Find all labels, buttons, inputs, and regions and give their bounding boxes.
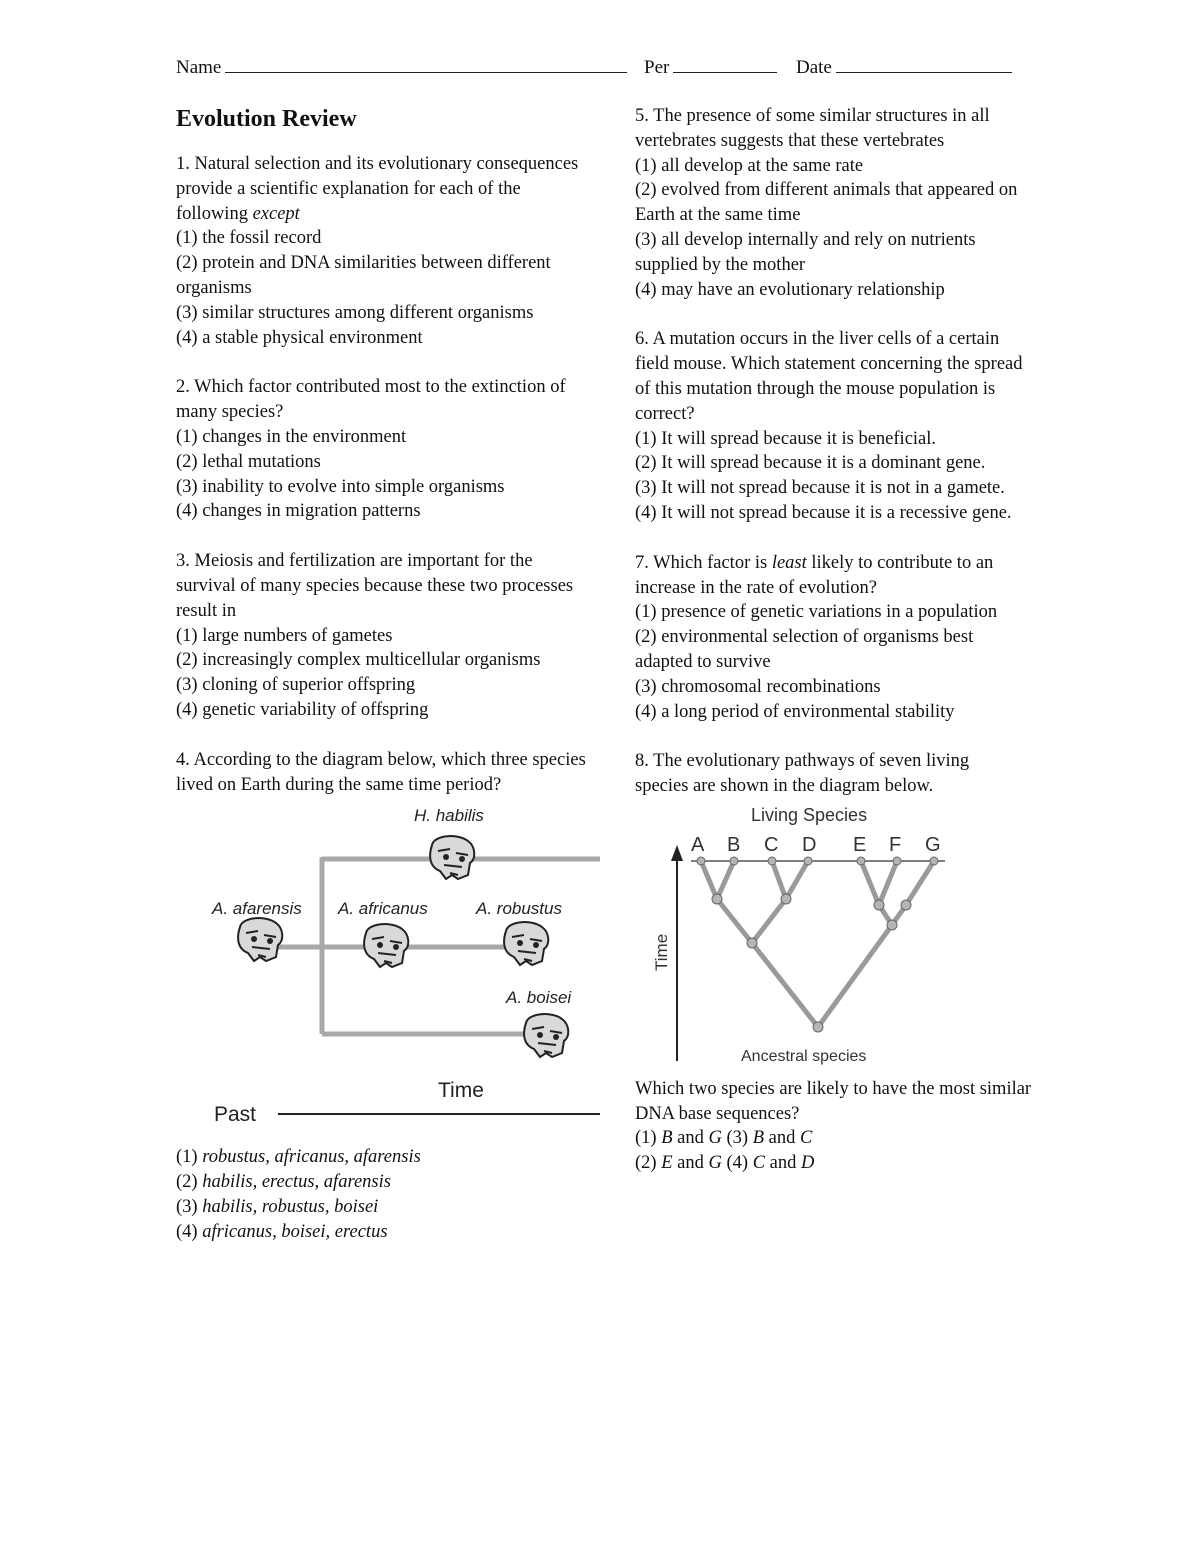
date-label: Date: [796, 57, 832, 78]
tree-nodes: [697, 857, 938, 1032]
question-2-stem: 2. Which factor contributed most to the extinction of many species?: [176, 377, 566, 423]
question-8: [635, 749, 1035, 1176]
question-2-option-1: (1) changes in the environment: [176, 426, 407, 447]
question-8-options-row-1: (1) B and G (3) B and C: [635, 1128, 813, 1149]
question-6-option-4: (4) It will not spread because it is a recessive gene.: [635, 502, 1012, 523]
date-blank[interactable]: [836, 54, 1012, 73]
question-3-stem: 3. Meiosis and fertilization are important for the survival of many species because these two processes result in: [176, 551, 574, 621]
right-column: [635, 104, 1035, 1176]
time-label: Time: [438, 1079, 484, 1103]
skull-icon-boisei: [524, 1014, 568, 1057]
name-label: Name: [176, 57, 222, 78]
question-5-option-1: (1) all develop at the same rate: [635, 155, 864, 176]
question-7: [635, 551, 1035, 725]
question-8-stem-line-2: species are shown in the diagram below.: [635, 776, 934, 797]
question-7-stem: 7. Which factor is least likely to contribute to an increase in the rate of evolution?: [635, 552, 994, 598]
hominid-timeline-diagram: [176, 797, 596, 1145]
question-4-stem: 4. According to the diagram below, which three species lived on Earth during the same time period?: [176, 749, 586, 795]
label-afarensis: A. afarensis: [212, 899, 302, 919]
skull-icon-africanus: [364, 924, 408, 967]
skull-icon-afarensis: [238, 918, 282, 961]
question-2: [176, 375, 596, 524]
question-4: [176, 748, 596, 1245]
question-6-option-3: (3) It will not spread because it is not in a gamete.: [635, 478, 1005, 499]
question-7-option-3: (3) chromosomal recombinations: [635, 676, 881, 697]
question-7-option-2: (2) environmental selection of organisms best adapted to survive: [635, 627, 974, 672]
question-1-option-4: (4) a stable physical environment: [176, 327, 423, 348]
per-label: Per: [644, 57, 670, 78]
past-label: Past: [214, 1103, 257, 1127]
question-8-stem-line-1: 8. The evolutionary pathways of seven living: [635, 751, 970, 772]
question-7-option-1: (1) presence of genetic variations in a population: [635, 602, 998, 623]
question-4-option-3: (3) habilis, robustus, boisei: [176, 1196, 379, 1217]
question-1-emphasis: except: [252, 203, 300, 224]
question-6: [635, 327, 1035, 525]
question-8-options-row-2: (2) E and G (4) C and D: [635, 1153, 815, 1174]
question-3-option-3: (3) cloning of superior offspring: [176, 675, 416, 696]
species-letter-b: B: [727, 833, 741, 856]
question-1-stem: 1. Natural selection and its evolutionary consequences provide a scientific explanation for each of the following except: [176, 154, 579, 224]
tree-branches: [701, 861, 934, 1027]
question-2-option-4: (4) changes in migration patterns: [176, 501, 421, 522]
question-4-option-4: (4) africanus, boisei, erectus: [176, 1221, 388, 1242]
question-5-option-4: (4) may have an evolutionary relationship: [635, 279, 945, 300]
question-1-option-2: (2) protein and DNA similarities between different organisms: [176, 253, 551, 298]
species-letter-g: G: [925, 833, 941, 856]
date-field: [796, 54, 1012, 79]
left-column: [176, 104, 596, 1244]
question-5-stem: 5. The presence of some similar structures in all vertebrates suggests that these vertebrates: [635, 106, 990, 151]
page-title: Evolution Review: [176, 106, 357, 132]
label-habilis: H. habilis: [414, 806, 484, 826]
question-3-option-1: (1) large numbers of gametes: [176, 625, 393, 646]
label-boisei: A. boisei: [506, 988, 572, 1008]
species-letter-c: C: [764, 833, 779, 856]
question-3-option-2: (2) increasingly complex multicellular organisms: [176, 650, 541, 671]
name-field: [176, 54, 627, 79]
question-6-stem: 6. A mutation occurs in the liver cells of a certain field mouse. Which statement concerning the spread of this mutation through the mouse population is correct?: [635, 329, 1023, 424]
phylogenetic-tree-diagram: [635, 799, 1035, 1077]
question-5-option-2: (2) evolved from different animals that appeared on Earth at the same time: [635, 180, 1018, 226]
question-2-option-3: (3) inability to evolve into simple organisms: [176, 476, 505, 497]
ancestral-species-label: Ancestral species: [741, 1047, 867, 1065]
time-axis-label: Time: [652, 933, 671, 971]
question-1: [176, 152, 596, 350]
question-5: [635, 104, 1035, 302]
skull-icon-habilis: [430, 836, 474, 879]
per-field: [644, 54, 777, 79]
question-6-option-2: (2) It will spread because it is a dominant gene.: [635, 453, 986, 474]
species-letter-d: D: [802, 833, 817, 856]
question-3: [176, 549, 596, 723]
lineage-lines: [266, 857, 600, 1034]
question-4-option-1: (1) robustus, africanus, afarensis: [176, 1147, 421, 1168]
question-5-option-3: (3) all develop internally and rely on nutrients supplied by the mother: [635, 229, 976, 275]
label-robustus: A. robustus: [476, 899, 562, 919]
question-1-option-1: (1) the fossil record: [176, 228, 322, 249]
living-species-label: Living Species: [751, 804, 868, 825]
label-africanus: A. africanus: [338, 899, 428, 919]
name-blank[interactable]: [225, 54, 627, 73]
species-letter-a: A: [691, 833, 705, 856]
hominid-timeline-svg: [176, 797, 606, 1137]
question-2-option-2: (2) lethal mutations: [176, 451, 321, 472]
phylogenetic-tree-svg: [635, 799, 965, 1069]
question-7-emphasis: least: [771, 552, 807, 573]
question-6-option-1: (1) It will spread because it is beneficial.: [635, 428, 937, 449]
header-line: [176, 54, 1022, 82]
species-letter-f: F: [889, 833, 902, 856]
question-1-option-3: (3) similar structures among different organisms: [176, 302, 534, 323]
skull-icon-robustus: [504, 922, 548, 965]
species-letter-e: E: [853, 833, 867, 856]
per-blank[interactable]: [673, 54, 777, 73]
question-3-option-4: (4) genetic variability of offspring: [176, 699, 429, 720]
question-4-option-2: (2) habilis, erectus, afarensis: [176, 1171, 391, 1192]
question-7-option-4: (4) a long period of environmental stability: [635, 701, 955, 722]
arrow-up-icon: [671, 845, 683, 861]
question-8-followup: Which two species are likely to have the most similar DNA base sequences?: [635, 1078, 1032, 1124]
